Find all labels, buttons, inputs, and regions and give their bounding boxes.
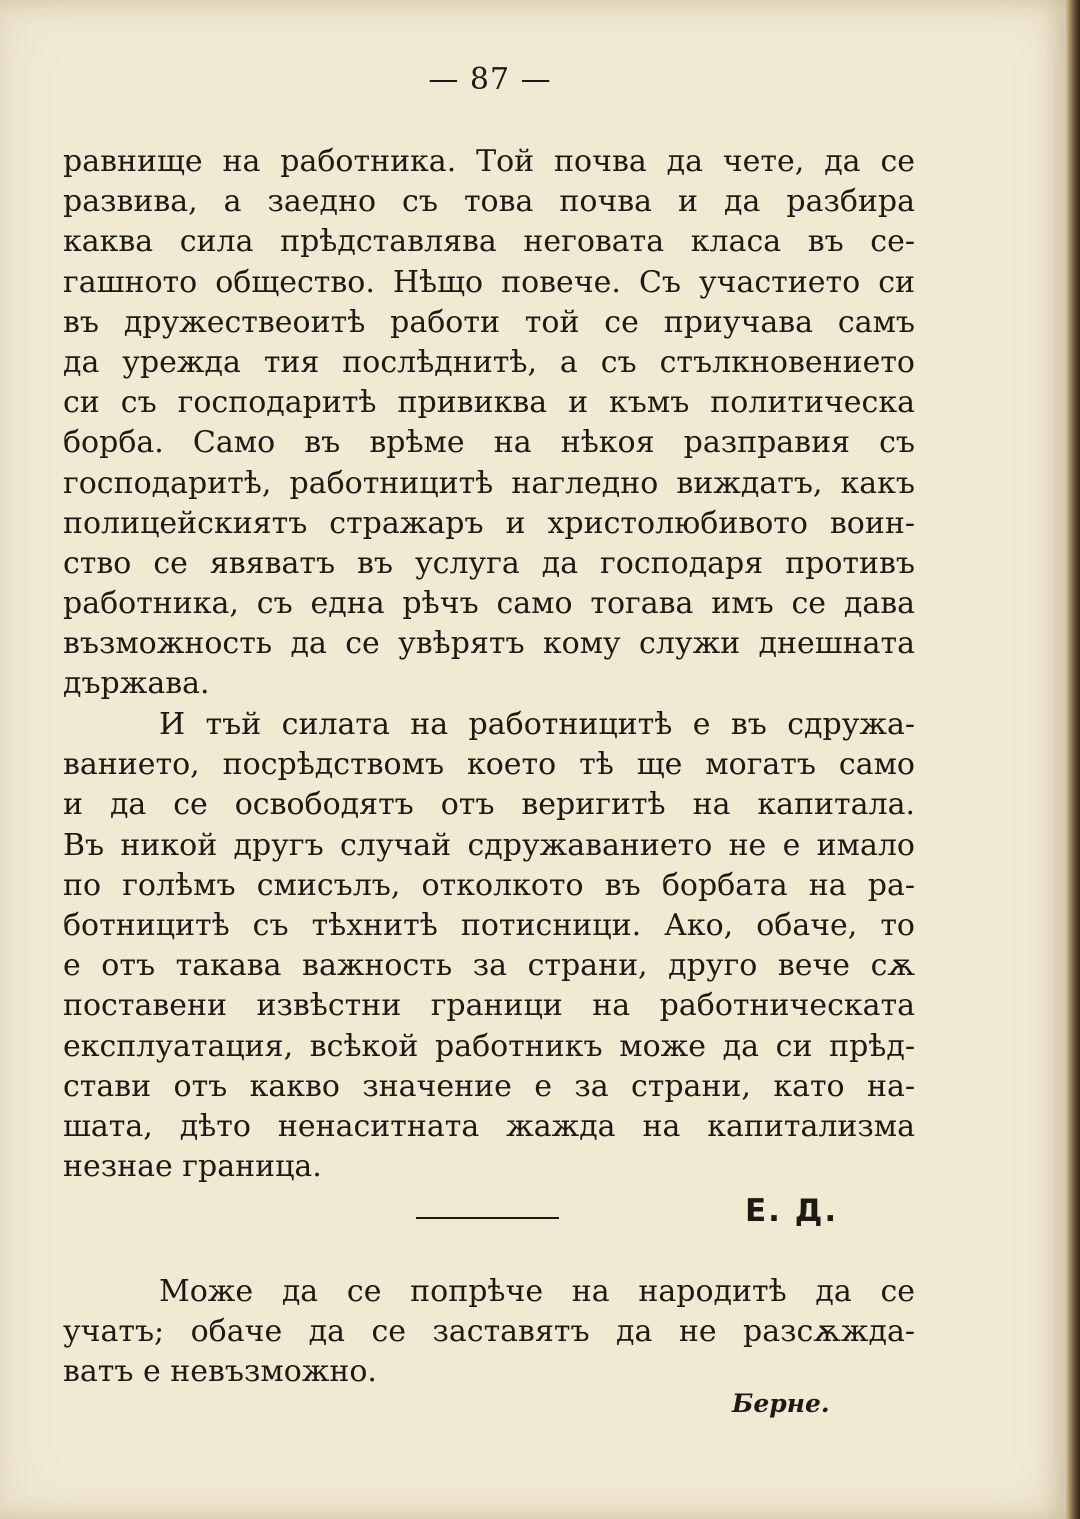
text-line: шата, дѣто ненаситната жажда на капитализма [63, 1108, 915, 1144]
text-line: ванието, посрѣдствомъ което тѣ ще могатъ само [63, 747, 915, 783]
text-line: е отъ такава важность за страни, друго вече сѫ [63, 948, 915, 984]
text-line: държава. [63, 666, 210, 702]
text-line: ботницитѣ съ тѣхнитѣ потисници. Ако, обаче, то [63, 907, 915, 943]
text-line: развива, а заедно съ това почва и да разбира [63, 184, 915, 220]
text-line: експлуатация, всѣкой работникъ може да си прѣд- [63, 1028, 915, 1064]
text-line: си съ господаритѣ привиква и къмъ политическа [63, 385, 915, 421]
quote-author: Берне. [732, 1389, 830, 1418]
text-line: Може да се попрѣче на народитѣ да се [159, 1274, 915, 1309]
main-paragraph-2 [63, 705, 915, 1187]
text-line: ватъ е невъзможно. [63, 1354, 377, 1390]
text-line: гашното общество. Нѣщо повече. Съ участието си [63, 264, 915, 300]
text-line: въ дружествеоитѣ работи той се приучава самъ [63, 304, 915, 340]
text-line: И тъй силата на работницитѣ е въ сдружа- [159, 707, 915, 742]
text-line: полицейскиятъ стражаръ и христолюбивото воин- [63, 505, 915, 541]
text-line: възможность да се увѣрятъ кому служи днешната [63, 626, 915, 662]
text-line: незнае граница. [63, 1149, 322, 1185]
page-number: — 87 — [428, 62, 552, 97]
main-paragraph-1 [63, 142, 915, 705]
text-line: и да се освободятъ отъ веригитѣ на капитала. [63, 787, 915, 823]
text-line: стави отъ какво значение е за страни, като на- [63, 1068, 915, 1104]
text-line: ство се явяватъ въ услуга да господаря противъ [63, 545, 915, 581]
text-line: каква сила прѣдставлява неговата класа въ се- [63, 224, 915, 260]
text-line: поставени извѣстни граници на работническата [63, 988, 915, 1024]
quote-paragraph [63, 1272, 915, 1393]
text-line: равнище на работника. Той почва да чете, да се [63, 144, 915, 179]
text-line: да урежда тия послѣднитѣ, а съ стълкновението [63, 344, 915, 380]
section-divider [416, 1217, 559, 1219]
text-line: Въ никой другъ случай сдружаванието не е имало [63, 827, 915, 863]
text-line: по голѣмъ смисълъ, отколкото въ борбата на ра- [63, 867, 915, 903]
text-line: работника, съ една рѣчъ само тогава имъ се дава [63, 586, 915, 622]
text-line: борба. Само въ врѣме на нѣкоя разправия съ [63, 425, 915, 461]
book-page-edge [1066, 0, 1080, 1519]
text-line: учатъ; обаче да се заставятъ да не разсѫжда- [63, 1314, 915, 1350]
text-line: господаритѣ, работницитѣ нагледно виждатъ, какъ [63, 465, 915, 501]
article-signature: Е. Д. [745, 1193, 839, 1229]
